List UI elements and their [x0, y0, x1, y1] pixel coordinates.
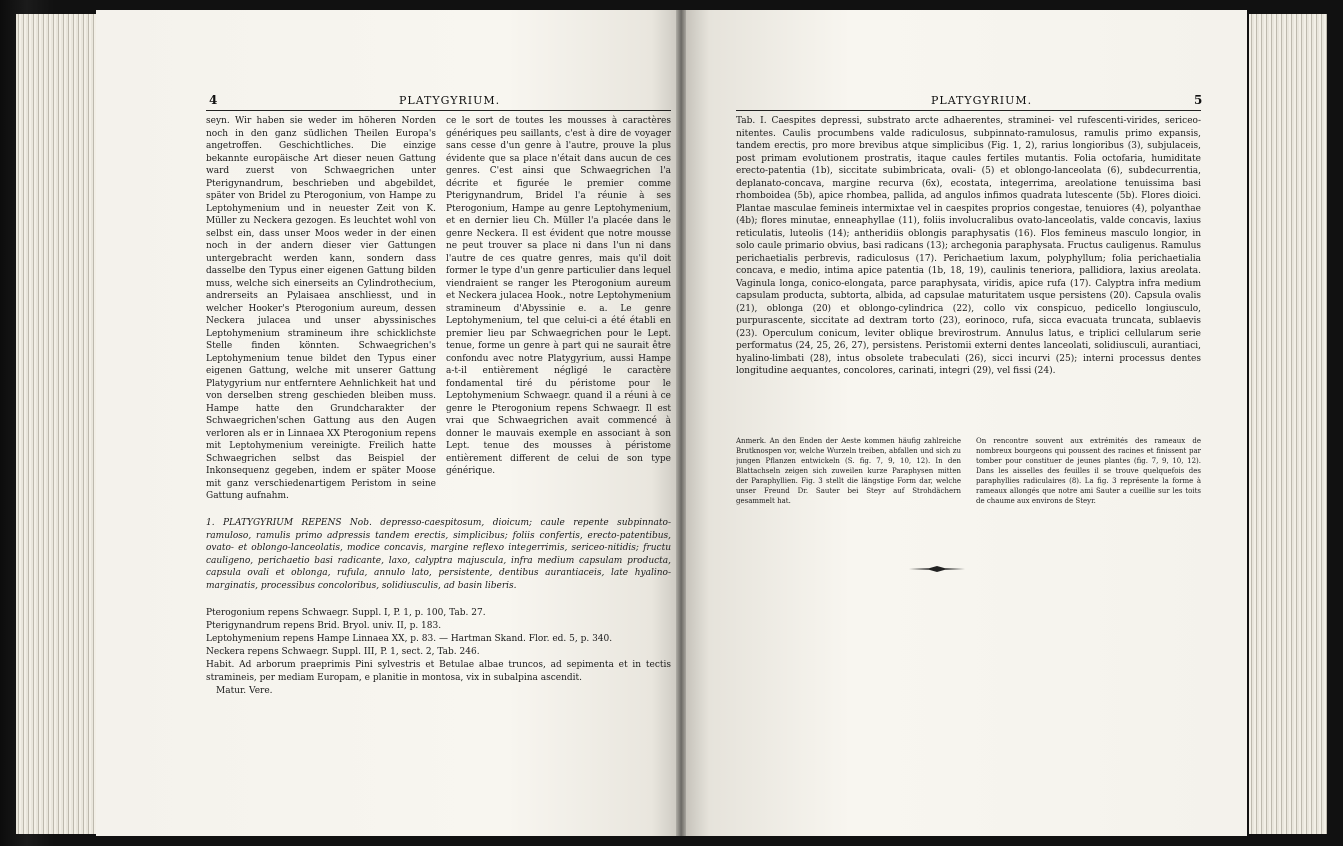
right-page-edges	[1249, 14, 1327, 834]
note-french: On rencontre souvent aux extrémités des rameaux de nombreux bourgeons qui poussent des racines et finissent par tomber pour constituer de jeunes plantes (fig. 7, 9, 10, 12). Dans les aisselles des feuilles il se trouve quelquefois des paraphyllies radiculaires (8). La fig. 3 représente la forme à rameaux allongés que notre ami Sauter a cueillie sur les toits de chaume aux environs de Steyr.	[976, 437, 1201, 505]
right-page	[681, 10, 1247, 836]
running-head: PLATYGYRIUM.	[931, 94, 1033, 107]
header-rule	[206, 110, 671, 111]
book-gutter	[676, 10, 686, 836]
left-page	[96, 10, 681, 836]
end-ornament-icon	[909, 565, 965, 573]
synonym-1: Pterogonium repens Schwaegr. Suppl. I, P. 1, p. 100, Tab. 27.	[206, 608, 486, 618]
maturity: Matur. Vere.	[216, 686, 273, 696]
page-number: 5	[1194, 93, 1203, 107]
synonym-2: Pterigynandrum repens Brid. Bryol. univ. II, p. 183.	[206, 621, 442, 631]
note-german: Anmerk. An den Enden der Aeste kommen häufig zahlreiche Brutknospen vor, welche Wurzeln treiben, abfallen und sich zu jungen Pflanzen entwickeln (S. fig. 7, 9, 10, 12). In den Blattachseln zeigen sich zuweilen kurze Paraphysen mitten der Paraphyllien. Fig. 3 stellt die längstige Form dar, welche unser Freund Dr. Sauter bei Steyr auf Strohdächern gesammelt hat.	[736, 437, 961, 505]
species-description: Tab. I. Caespites depressi, substrato arcte adhaerentes, straminei- vel rufescenti-virides, sericeo-nitentes. Caulis procumbens valde radiculosus, subpinnato-ramulosus, ramulis primo expansis, tandem erectis, pro more brevibus atque simplicibus (Fig. 1, 2), rarius longioribus (3), subjulaceis, post primam evolutionem prostratis, itaque caules fertiles mutantis. Folia octofaria, humiditate erecto-patentia (1b), siccitate subimbricata, ovali- (5) et oblongo-lanceolata (6), subdecurrentia, deplanato-concava, margine recurva (6x), ecostata, integerrima, areolatione tenuissima basi rhomboidea (5b), apice rhombea, pallida, ad angulos infimos quadrata lutescente (5b). Flores dioici. Plantae masculae femineis intermixtae vel in caespites proprios congestae, tenuiores (4), polyanthae (4b); flores minutae, enneaphyllae (11), foliis involucralibus ovato-lanceolatis, valde concavis, laxius reticulatis, luteolis (14); antheridiis oblongis paraphysatis (16). Flos femineus masculo longior, in solo caule primario obvius, basi radicans (13); archegonia paraphysata. Fructus cauligenus. Ramulus perichaetialis perbrevis, radiculosus (17). Perichaetium laxum, polyphyllum; folia perichaetialia concava, e medio, intima apice patentia (1b, 18, 19), caulinis teneriora, pallidiora, laxius areolata. Vaginula longa, conico-elongata, parce paraphysata, viridis, apice rufa (17). Calyptra infra medium capsulam producta, subtorta, albida, ad capsulae maturitatem usque persistens (20). Capsula ovalis (21), oblonga (20) et oblongo-cylindrica (22), collo vix conspicuo, pedicello longiusculo, purpurascente, siccitate ad dextram torto (23), eorinoco, rufa, sicca evacuata truncata, sublaevis (23). Operculum conicum, leviter oblique brevirostrum. Annulus latus, e triplici cellularum serie performatus (24, 25, 26, 27), persistens. Peristomii externi dentes lanceolati, solidiusculi, aurantiaci, hyalino-limbati (28), intus obsolete trabeculati (26), sicci incurvi (25); interni processus dentes longitudine aequantes, concolores, carinati, integri (29), vel fissi (24).	[736, 116, 1201, 376]
species-diagnosis: 1. PLATYGYRIUM REPENS Nob. depresso-caespitosum, dioicum; caule repente subpinnato-ramuloso, ramulis primo adpressis tandem erectis, simplicibus; foliis confertis, erecto-patentibus, ovato- et oblongo-lanceolatis, modice concavis, margine reflexo integerrimis, sericeo-nitidis; fructu cauligeno, perichaetio basi radicante, laxo, calyptra majuscula, infra medium capsulam producta, capsula ovali et oblonga, rufula, annulo lato, persistente, dentibus aurantiaceis, late hyalino-marginatis, processibus concoloribus, solidiusculis, ad basin liberis.	[206, 518, 671, 591]
page-number: 4	[209, 93, 218, 107]
synonym-4: Neckera repens Schwaegr. Suppl. III, P. 1, sect. 2, Tab. 246.	[206, 647, 480, 657]
header-rule	[736, 110, 1201, 111]
habitat: Habit. Ad arborum praeprimis Pini sylvestris et Betulae albae truncos, ad sepimenta et in tectis stramineis, per mediam Europam, e planitie in montosa, vix in subalpina ascendit.	[206, 660, 671, 683]
synonym-3: Leptohymenium repens Hampe Linnaea XX, p. 83. — Hartman Skand. Flor. ed. 5, p. 340.	[206, 634, 613, 644]
running-head: PLATYGYRIUM.	[399, 94, 501, 107]
french-column: ce le sort de toutes les mousses à caractères génériques peu saillants, c'est à dire de voyager sans cesse d'un genre à l'autre, prouve la plus évidente que sa place n'était dans aucun de ces genres. C'est ainsi que Schwaegrichen l'a décrite et figurée le premier comme Pterigynandrum, Bridel l'a réunie à ses Pterogonium, Hampe au genre Leptohymenium, et en dernier lieu Ch. Müller l'a placée dans le genre Neckera. Il est évident que notre mousse ne peut trouver sa place ni dans l'un ni dans l'autre de ces quatre genres, mais qu'il doit former le type d'un genre particulier dans lequel viendraient se ranger les Pterogonium aureum et Neckera julacea Hook., notre Leptohymenium stramineum d'Abyssinie e. a. Le genre Leptohymenium, tel que celui-ci a été établi en premier lieu par Schwaegrichen pour le Lept. tenue, forme un genre à part qui ne saurait être confondu avec notre Platygyrium, aussi Hampe a-t-il entièrement négligé le caractère fondamental tiré du péristome pour le Leptohymenium Schwaegr. quand il a réuni à ce genre le Pterogonium repens Schwaegr. Il est vrai que Schwaegrichen avait commencé à donner le mauvais exemple en associant à son Lept. tenue des mousses à péristome entièrement different de celui de son type générique.	[446, 116, 671, 476]
left-page-edges	[16, 14, 104, 834]
german-column: seyn. Wir haben sie weder im höheren Norden noch in den ganz südlichen Theilen Europa's angetroffen. Geschichtliches. Die einzige bekannte europäische Art dieser neuen Gattung ward zuerst von Schwaegrichen unter Pterigynandrum, beschrieben und abgebildet, später von Bridel zu Pterogonium, von Hampe zu Leptohymenium und in neuester Zeit von K. Müller zu Neckera gezogen. Es leuchtet wohl von selbst ein, dass unser Moos weder in der einen noch in der andern dieser vier Gattungen untergebracht werden kann, sondern dass dasselbe den Typus einer eigenen Gattung bilden muss, welche sich einerseits an Cylindrothecium, andrerseits an Pylaisaea anschliesst, und in welcher Hooker's Pterogonium aureum, dessen Neckera julacea und unser abyssinisches Leptohymenium stramineum ihre schicklichste Stelle finden könnten. Schwaegrichen's Leptohymenium tenue bildet den Typus einer eigenen Gattung, welche mit unserer Gattung Platygyrium nur entferntere Aehnlichkeit hat und von derselben streng geschieden bleiben muss. Hampe hatte den Grundcharakter der Schwaegrichen'schen Gattung aus den Augen verloren als er in Linnaea XX Pterogonium repens mit Leptohymenium vereinigte. Freilich hatte Schwaegrichen selbst das Beispiel der Inkonsequenz gegeben, indem er später Moose mit ganz verschiedenartigem Peristom in seine Gattung aufnahm.	[206, 116, 436, 501]
